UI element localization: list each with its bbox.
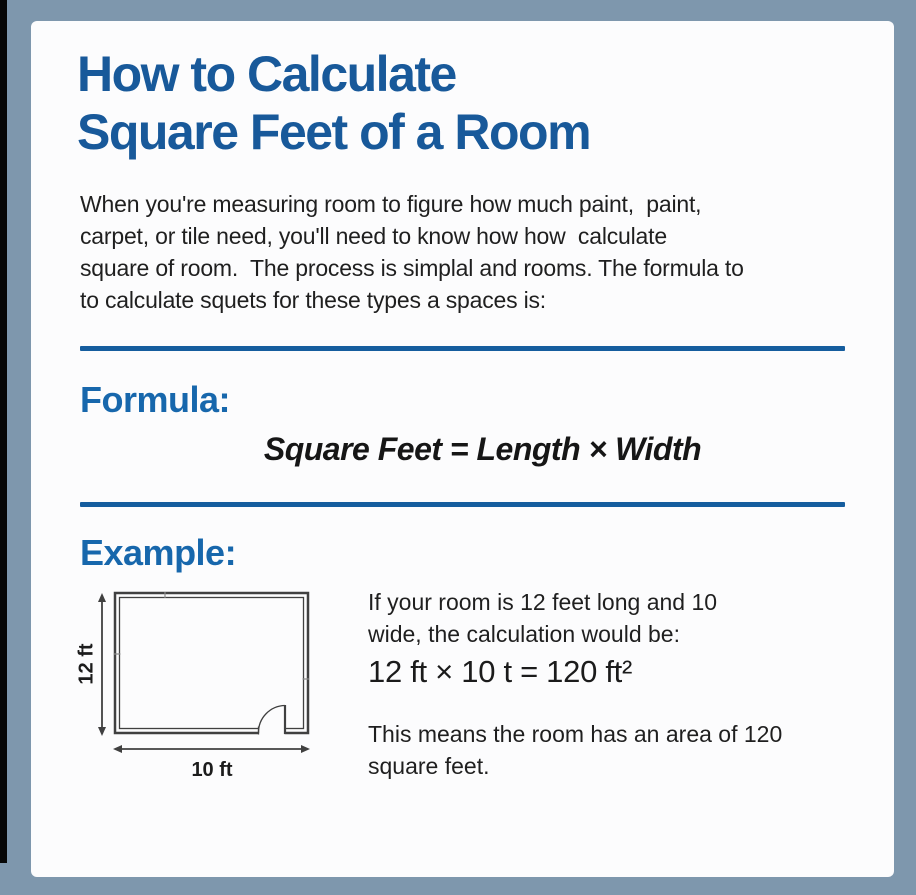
intro-line: When you're measuring room to figure how much paint, paint, (80, 191, 702, 217)
door-opening (259, 725, 285, 736)
example-text-block (368, 586, 782, 782)
page-title (77, 45, 590, 161)
section-divider-bottom (80, 502, 845, 507)
example-conclusion-line: This means the room has an area of 120 (368, 721, 783, 747)
intro-line: carpet, or tile need, you'll need to know how how calculate (80, 223, 667, 249)
example-calculation: 12 ft × 10 t = 120 ft² (368, 654, 632, 689)
room-floor-plan-diagram (75, 586, 335, 786)
example-conclusion-line: square feet. (368, 753, 490, 779)
width-dimension-arrow (113, 745, 310, 753)
intro-line: square of room. The process is simplal and rooms. The formula to (80, 255, 744, 281)
title-line-1: How to Calculate (77, 46, 456, 102)
formula-equation: Square Feet = Length × Width (263, 431, 702, 467)
diagram-width-label: 10 ft (191, 759, 233, 781)
formula-heading: Formula: (80, 379, 231, 420)
intro-paragraph (80, 188, 744, 316)
example-description-line: wide, the calculation would be: (368, 621, 680, 647)
height-dimension-arrow (98, 593, 106, 736)
example-heading: Example: (80, 532, 237, 573)
title-line-2: Square Feet of a Room (77, 104, 591, 160)
example-description-line: If your room is 12 feet long and 10 (368, 589, 718, 615)
section-divider-top (80, 346, 845, 351)
room-inner-wall (120, 598, 304, 729)
diagram-height-label: 12 ft (75, 643, 98, 685)
intro-line: to calculate squets for these types a spaces is: (80, 287, 546, 313)
screen-edge-strip (0, 0, 7, 863)
infographic-card (31, 21, 894, 877)
room-outer-wall (115, 593, 308, 733)
